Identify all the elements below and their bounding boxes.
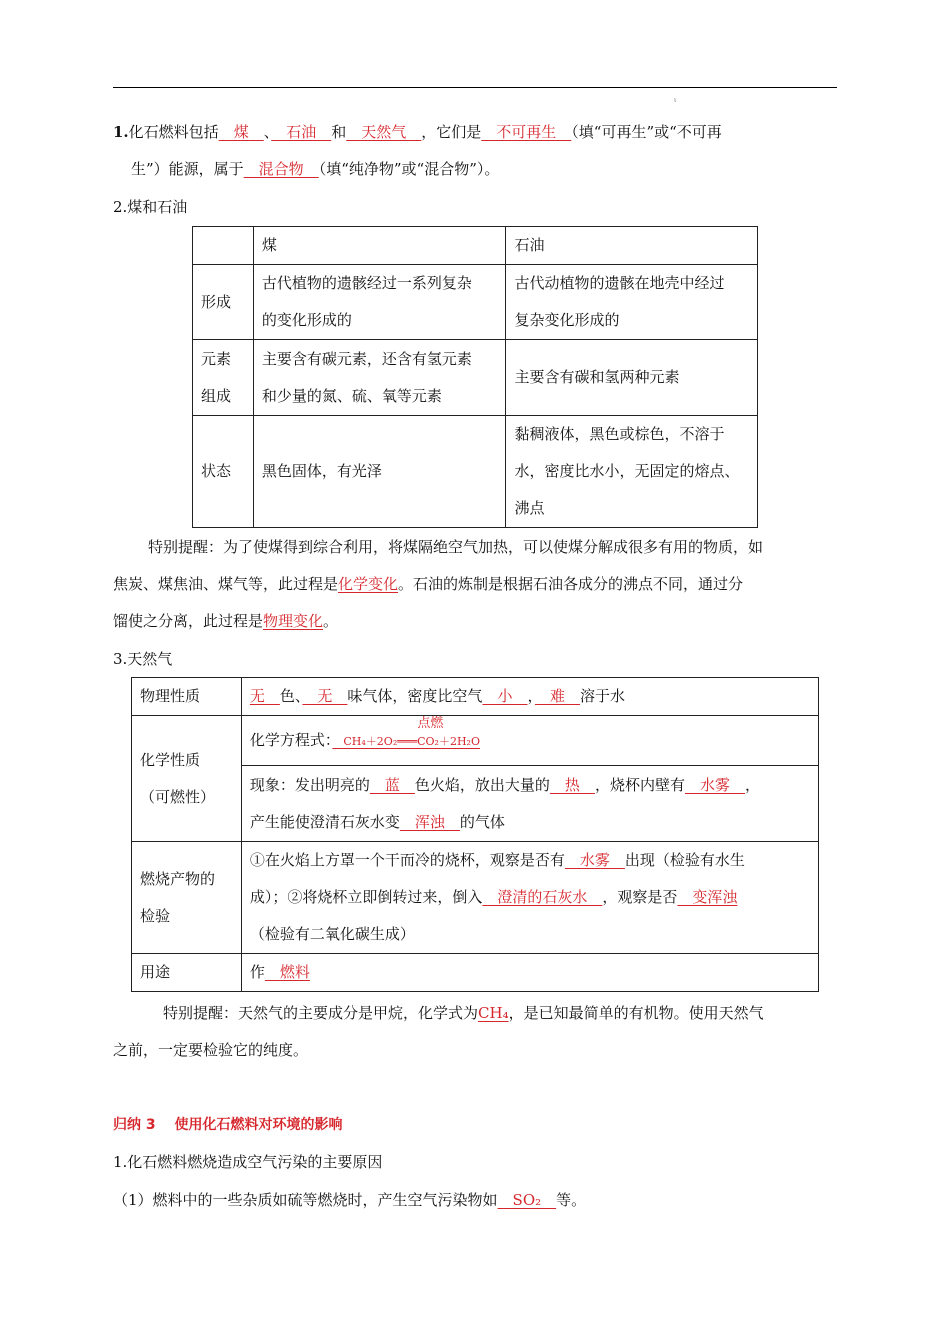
product-test: ①在火焰上方罩一个干而冷的烧杯，观察是否有 水雾 出现（检验有水生 成）；②将烧杯立即倒转过来，倒入 澄清的石灰水 ，观察是否 变浑浊 （检验有二氧化碳生成） [241,842,818,954]
table-header-coal: 煤 [253,227,506,265]
s3-note-line2: 之前，一定要检验它的纯度。 [113,1041,309,1059]
table-header-empty [193,227,254,265]
s1-line2: 生”）能源，属于 混合物 （填“纯净物”或“混合物”）。 [131,160,500,178]
s1-line1: 1.化石燃料包括 煤 、 石油 和 天然气 ，它们是 不可再生 （填“可再生”或“不可再 [113,123,722,141]
row-label-physical: 物理性质 [132,678,242,716]
phenomenon: 现象：发出明亮的 蓝 色火焰，放出大量的 热 ，烧杯内壁有 水雾 ， 产生能使澄清石灰水变 浑浊 的气体 [241,766,818,842]
section-heading: 归纳 3 使用化石燃料对环境的影响 [113,1117,343,1133]
s2-note-line3: 馏使之分离，此过程是物理变化。 [113,612,339,630]
oil-composition: 主要含有碳和氢两种元素 [506,340,758,416]
s3-title: 3.天然气 [113,650,173,668]
use: 作 燃料 [241,954,818,992]
row-label-use: 用途 [132,954,242,992]
chemical-equation: 化学方程式： 点燃 CH₄＋2O₂═══CO₂＋2H₂O [241,716,818,766]
s4-line2: （1）燃料中的一些杂质如硫等燃烧时，产生空气污染物如 SO₂ 等。 [113,1191,587,1209]
coal-state: 黑色固体，有光泽 [253,416,506,528]
coal-oil-table [192,226,758,528]
coal-composition: 主要含有碳元素，还含有氢元素 和少量的氮、硫、氧等元素 [253,340,506,416]
s3-note-line1: 特别提醒：天然气的主要成分是甲烷，化学式为CH₄，是已知最简单的有机物。使用天然气 [163,1004,764,1022]
top-rule [113,87,837,88]
s2-note-line1: 特别提醒：为了使煤得到综合利用，将煤隔绝空气加热，可以使煤分解成很多有用的物质，如 [148,538,764,556]
row-label-chemical: 化学性质 （可燃性） [132,716,242,842]
natural-gas-table [131,677,819,992]
row-label-state: 状态 [193,416,254,528]
physical-properties: 无 色、 无 味气体，密度比空气 小 ， 难 溶于水 [241,678,818,716]
row-label-composition: 元素 组成 [193,340,254,416]
coal-formation: 古代植物的遗骸经过一系列复杂 的变化形成的 [253,265,506,340]
reaction-condition: 点燃 [417,715,444,731]
row-label-product-test: 燃烧产物的 检验 [132,842,242,954]
row-label-formation: 形成 [193,265,254,340]
s4-line1: 1.化石燃料燃烧造成空气污染的主要原因 [113,1153,383,1171]
s2-note-line2: 焦炭、煤焦油、煤气等，此过程是化学变化。石油的炼制是根据石油各成分的沸点不同，通过分 [113,575,744,593]
table-header-oil: 石油 [506,227,758,265]
page-mark: ι [674,97,677,104]
oil-formation: 古代动植物的遗骸在地壳中经过 复杂变化形成的 [506,265,758,340]
s2-title: 2.煤和石油 [113,198,188,216]
oil-state: 黏稠液体，黑色或棕色，不溶于 水，密度比水小，无固定的熔点、 沸点 [506,416,758,528]
